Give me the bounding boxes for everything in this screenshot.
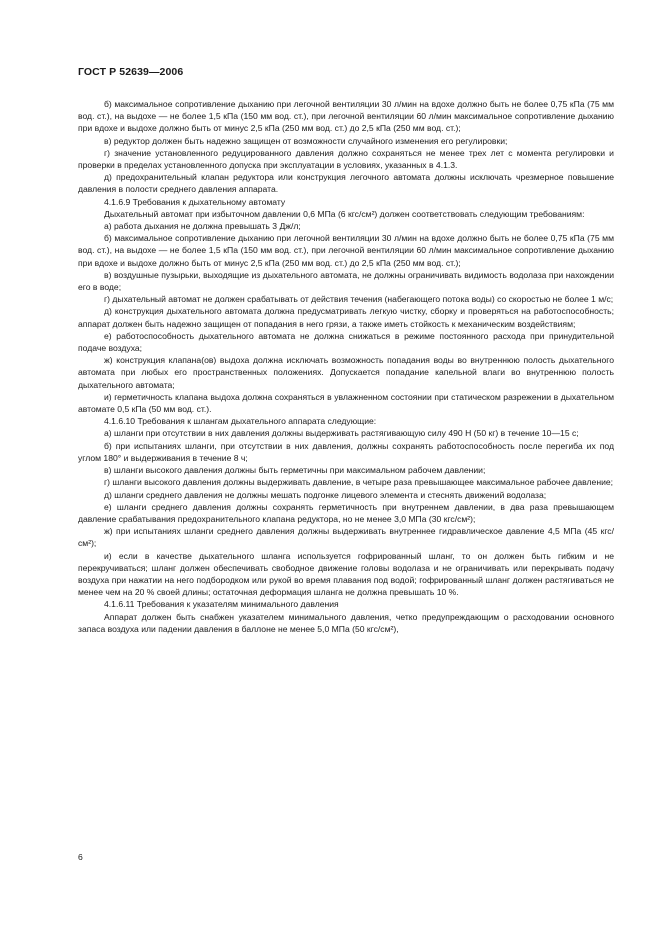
section-heading: 4.1.6.10 Требования к шлангам дыхательного аппарата следующие: <box>104 416 377 427</box>
document-body <box>78 98 614 635</box>
page-number: 6 <box>78 852 83 862</box>
paragraph: в) воздушные пузырьки, выходящие из дыхательного автомата, не должны ограничивать видимость водолаза при нахождении его в воде; <box>78 269 614 293</box>
paragraph: г) шланги высокого давления должны выдерживать давление, в четыре раза превышающее максимальное рабочее давление; <box>104 477 614 488</box>
paragraph: д) предохранительный клапан редуктора или конструкция легочного автомата должны исключать чрезмерное повышение давления в полости среднего давления аппарата. <box>78 172 614 195</box>
paragraph: а) работа дыхания не должна превышать 3 Дж/л; <box>104 221 301 232</box>
paragraph: в) редуктор должен быть надежно защищен от возможности случайного изменения его регулировки; <box>104 135 508 146</box>
paragraph: е) работоспособность дыхательного автомата не должна снижаться в режиме постоянного расхода при принудительной подаче воздуха; <box>78 330 614 354</box>
paragraph: е) шланги среднего давления должны сохранять герметичность при внутреннем давлении, в два раза превышающем давление срабатывания предохранительного клапана редуктора, но не менее 3,0 МПа (30 кгс/см²); <box>78 501 614 524</box>
paragraph: и) если в качестве дыхательного шланга используется гофрированный шланг, то он должен быть гибким и не перекручиваться; шланг должен обеспечивать свободное движение головы водолаза и не ограничивать или перекрывать подачу воздуха при нажатии на него подбородком или рукой во время плавания под водой; гофрированный шланг должен растягиваться не менее чем на 20 % своей длины; остаточная деформация шланга не должна превышать 10 %. <box>78 550 614 598</box>
paragraph: г) значение установленного редуцированного давления должно сохраняться не менее трех лет с момента регулировки и проверки в пределах установленного допуска при эксплуатации в условиях, указанных в 4.1.3. <box>78 147 614 171</box>
paragraph: ж) при испытаниях шланги среднего давления должны выдерживать внутреннее гидравлическое давление 4,5 МПа (45 кгс/см²); <box>78 526 614 549</box>
paragraph: д) конструкция дыхательного автомата должна предусматривать легкую чистку, сборку и проверяться на работоспособность; аппарат должен быть надежно защищен от попадания в него грязи, а также иметь стойкость к механическим воздействиям; <box>78 306 614 329</box>
paragraph: г) дыхательный автомат не должен срабатывать от действия течения (набегающего потока воды) со скоростью не более 1 м/с; <box>104 294 614 305</box>
paragraph: в) шланги высокого давления должны быть герметичны при максимальном рабочем давлении; <box>104 465 486 476</box>
paragraph: а) шланги при отсутствии в них давления должны выдерживать растягивающую силу 490 Н (50 кг) в течение 10—15 с; <box>104 428 579 439</box>
paragraph: б) максимальное сопротивление дыханию при легочной вентиляции 30 л/мин на вдохе должно быть не более 0,75 кПа (75 мм вод. ст.), на выдохе — не более 1,5 кПа (150 мм вод. ст.), при легочной вентиляции 60 л/мин максимальное сопротивление дыханию при вдохе и выдохе должно быть от минус 2,5 кПа (250 мм вод. ст.) до 2,5 кПа (250 мм вод. ст.); <box>78 233 614 268</box>
paragraph: б) максимальное сопротивление дыханию при легочной вентиляции 30 л/мин на вдохе должно быть не более 0,75 кПа (75 мм вод. ст.), на выдохе — не более 1,5 кПа (150 мм вод. ст.), при легочной вентиляции 60 л/мин максимальное сопротивление дыханию при вдохе и выдохе должно быть от минус 2,5 кПа (250 мм вод. ст.) до 2,5 кПа (250 мм вод. ст.); <box>78 99 614 134</box>
paragraph: б) при испытаниях шланги, при отсутствии в них давления, должны сохранять работоспособность после перегиба их под углом 180° и выдерживания в течение 8 ч; <box>78 440 614 463</box>
standard-header: ГОСТ Р 52639—2006 <box>78 66 184 78</box>
paragraph: и) герметичность клапана выдоха должна сохраняться в увлажненном состоянии при статическом разрежении в дыхательном автомате 0,5 кПа (50 мм вод. ст.). <box>78 391 614 415</box>
paragraph: Дыхательный автомат при избыточном давлении 0,6 МПа (6 кгс/см²) должен соответствовать следующим требованиям: <box>104 208 585 219</box>
paragraph: Аппарат должен быть снабжен указателем минимального давления, четко предупреждающим о расходовании основного запаса воздуха или падении давления в баллоне не менее 5,0 МПа (50 кгс/см²), <box>78 611 614 634</box>
section-heading: 4.1.6.11 Требования к указателям минимального давления <box>104 599 339 610</box>
paragraph: д) шланги среднего давления не должны мешать подгонке лицевого элемента и стеснять движений водолаза; <box>104 489 547 500</box>
paragraph: ж) конструкция клапана(ов) выдоха должна исключать возможность попадания воды во внутреннюю полость дыхательного автомата при любых его пространственных положениях. Допускается попадание капельной влаги во внутреннюю полость дыхательного автомата; <box>78 355 614 390</box>
section-heading: 4.1.6.9 Требования к дыхательному автомату <box>104 196 286 207</box>
